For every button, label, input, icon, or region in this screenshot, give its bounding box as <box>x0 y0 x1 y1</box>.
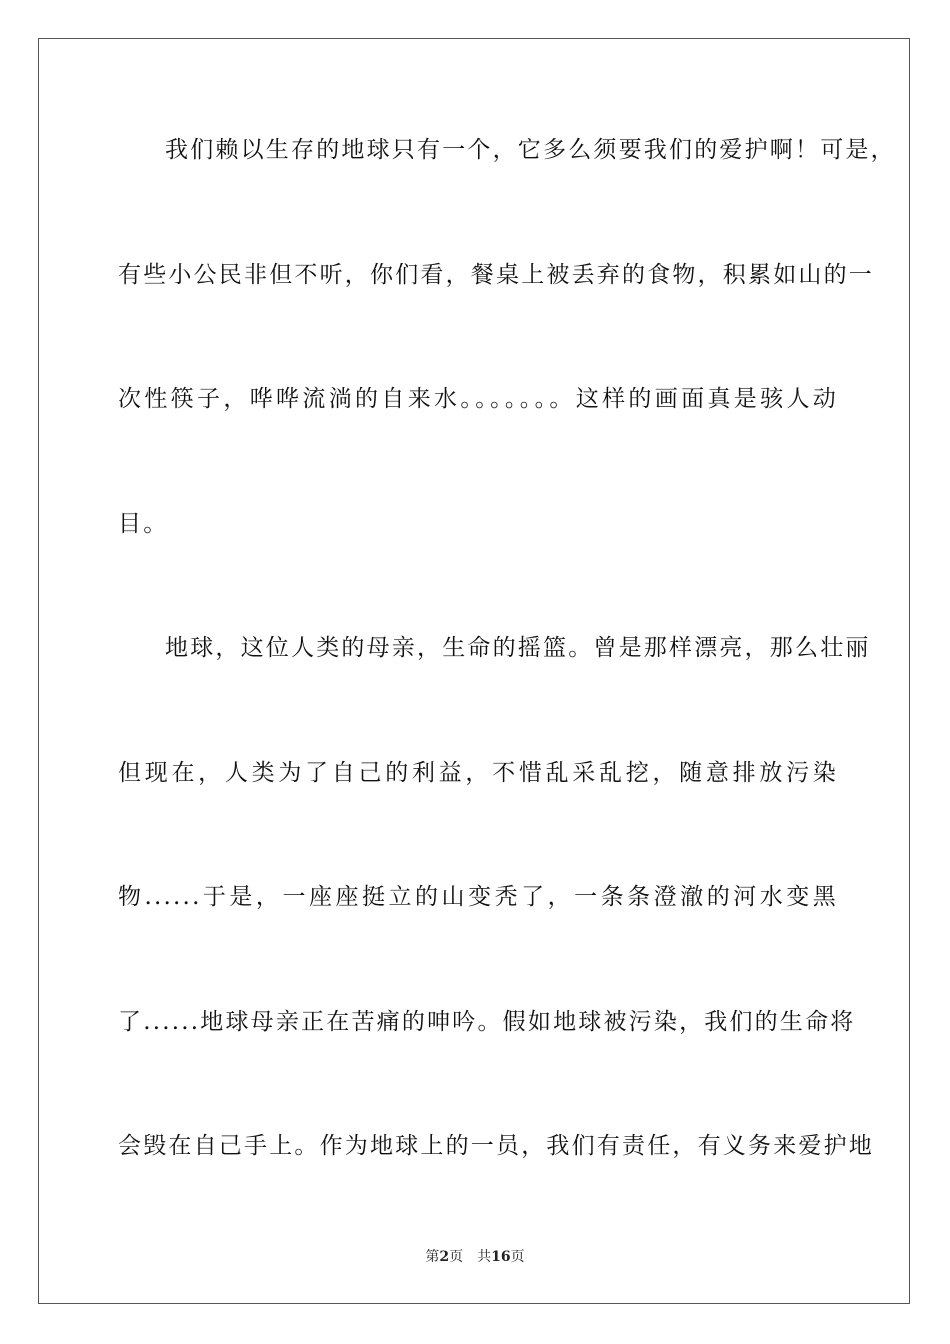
page-mid: 页 共 <box>449 1249 492 1265</box>
paragraph-1-line-3: 次性筷子，哗哗流淌的自来水。。。。。。。这样的画面真是骇人动 <box>118 386 838 412</box>
paragraph-1-line-4: 目。 <box>118 511 169 537</box>
page-total-number: 16 <box>491 1249 511 1265</box>
paragraph-1-line-2: 有些小公民非但不听，你们看，餐桌上被丢弃的食物，积累如山的一 <box>118 262 874 288</box>
paragraph-2-line-1: 地球，这位人类的母亲，生命的摇篮。曾是那样漂亮，那么壮丽 <box>165 635 871 661</box>
paragraph-1-line-1: 我们赖以生存的地球只有一个，它多么须要我们的爱护啊！可是， <box>165 137 896 163</box>
paragraph-2-line-4: 了......地球母亲正在苦痛的呻吟。假如地球被污染，我们的生命将 <box>118 1009 856 1035</box>
page-suffix: 页 <box>510 1249 525 1265</box>
page-footer <box>0 1248 950 1266</box>
page-prefix: 第 <box>425 1249 440 1265</box>
paragraph-2-line-2: 但现在，人类为了自己的利益，不惜乱采乱挖，随意排放污染 <box>118 760 838 786</box>
paragraph-2-line-5: 会毁在自己手上。作为地球上的一员，我们有责任，有义务来爱护地 <box>118 1133 874 1159</box>
page-border <box>38 38 910 1304</box>
paragraph-2-line-3: 物......于是，一座座挺立的山变秃了，一条条澄澈的河水变黑 <box>118 884 838 910</box>
page-current-number: 2 <box>439 1249 450 1265</box>
